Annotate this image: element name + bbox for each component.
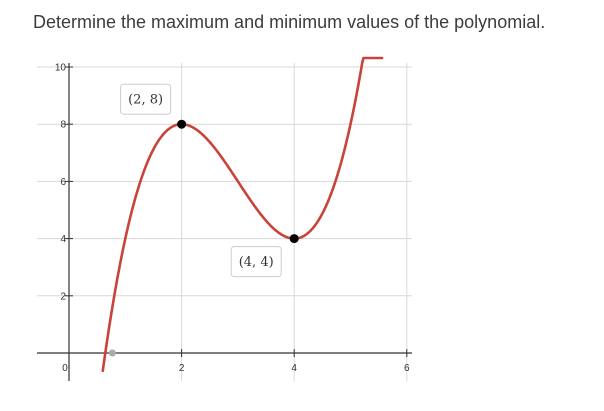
point-label-0: (2, 8) [128,92,164,108]
point-labels [121,84,282,276]
point-marker-4-4 [290,234,299,243]
y-tick-label-6: 6 [60,176,66,188]
point-marker-x-intercept [109,350,116,357]
grid-lines [37,63,412,381]
point-label-1: (4, 4) [238,255,274,271]
axes [37,63,412,381]
x-tick-label-0: 0 [62,363,68,374]
y-tick-label-2: 2 [60,291,66,303]
y-tick-label-10: 10 [54,62,66,74]
point-marker-2-8 [177,120,186,129]
y-tick-label-4: 4 [60,234,66,246]
x-tick-label-2: 2 [178,363,185,374]
y-tick-label-8: 8 [60,119,66,131]
question-text: Determine the maximum and minimum values of the polynomial. [33,12,546,32]
x-tick-label-6: 6 [404,363,410,374]
x-tick-label-4: 4 [291,363,297,374]
